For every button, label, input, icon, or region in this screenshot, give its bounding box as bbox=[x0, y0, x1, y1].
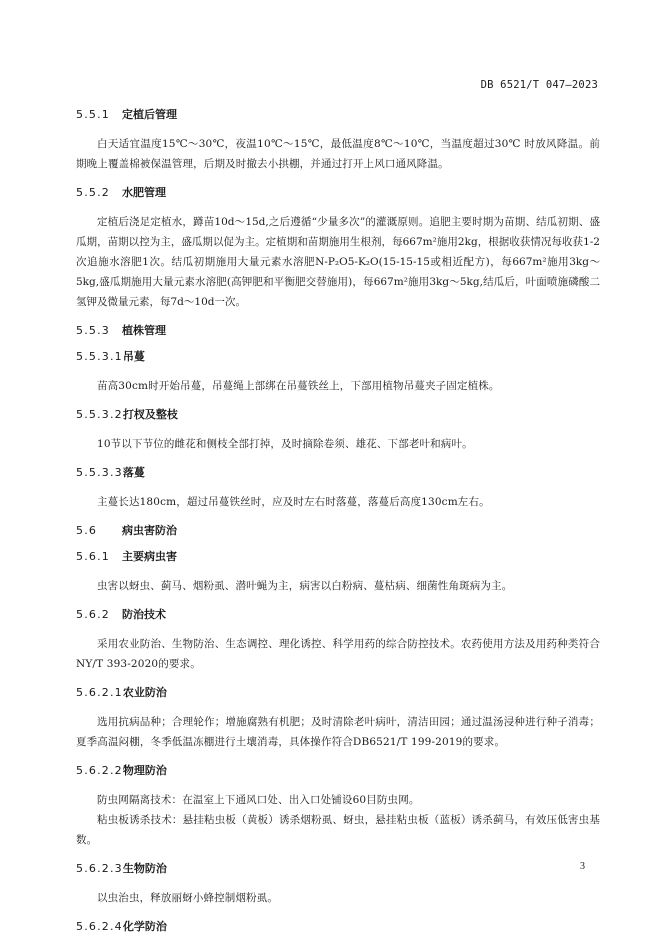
section-heading bbox=[76, 350, 600, 364]
section-title: 主要病虫害 bbox=[122, 550, 177, 563]
section-title: 水肥管理 bbox=[122, 186, 166, 199]
section-number: 5.6 bbox=[76, 524, 98, 537]
section-title: 病虫害防治 bbox=[122, 524, 177, 537]
section-title: 打杈及整枝 bbox=[122, 408, 178, 421]
section-title: 防治技术 bbox=[122, 608, 166, 621]
paragraph: 定植后浇足定植水，蹲苗10d～15d,之后遵循“少量多次”的灌溉原则。追肥主要时期为苗期、结瓜初期、盛瓜期，苗期以控为主，盛瓜期以促为主。定植期和苗期施用生根剂，每667m²施用2kg，根据收获情况每收获1-2次追施水溶肥1次。结瓜初期施用大量元素水溶肥N-P₂O5-K₂O(15-15-15或相近配方)，每667m²施用3kg～5kg,盛瓜期施用大量元素水溶肥(高钾肥和平衡肥交替施用)，每667m²施用3kg～5kg,结瓜后，叶面喷施磷酸二氢钾及微量元素，每7d～10d一次。 bbox=[76, 216, 600, 308]
section-5-6-2-3 bbox=[76, 862, 600, 908]
section-5-5-3-1 bbox=[76, 350, 600, 396]
section-5-6-1 bbox=[76, 550, 600, 596]
section-number: 5.5.3.3 bbox=[76, 466, 123, 479]
paragraph: 白天适宜温度15℃～30℃，夜温10℃～15℃，最低温度8℃～10℃，当温度超过30℃ 时放风降温。前期晚上覆盖棉被保温管理，后期及时撤去小拱棚，并通过打开上风口通风降温。 bbox=[76, 138, 600, 170]
section-title: 农业防治 bbox=[122, 686, 167, 699]
section-heading bbox=[76, 466, 600, 480]
section-title: 植株管理 bbox=[122, 324, 166, 337]
section-number: 5.5.1 bbox=[76, 108, 110, 121]
section-5-5-3-3 bbox=[76, 466, 600, 512]
section-title: 物理防治 bbox=[122, 764, 167, 777]
section-number: 5.6.1 bbox=[76, 550, 110, 563]
section-number: 5.5.3.2 bbox=[76, 408, 123, 421]
paragraph: 主蔓长达180cm，超过吊蔓铁丝时，应及时左右时落蔓，落蔓后高度130cm左右。 bbox=[97, 496, 490, 508]
section-5-6 bbox=[76, 524, 600, 538]
section-number: 5.6.2.3 bbox=[76, 862, 123, 875]
section-heading bbox=[76, 920, 600, 934]
section-heading bbox=[76, 108, 600, 122]
section-5-5-2 bbox=[76, 186, 600, 312]
section-number: 5.6.2.4 bbox=[76, 920, 123, 933]
paragraph: 防虫网隔离技术：在温室上下通风口处、出入口处铺设60目防虫网。 bbox=[97, 794, 420, 806]
paragraph: 10节以下节位的雌花和侧枝全部打掉，及时摘除卷须、雄花、下部老叶和病叶。 bbox=[97, 438, 473, 450]
document-code: DB 6521/T 047—2023 bbox=[480, 79, 598, 91]
section-number: 5.5.2 bbox=[76, 186, 110, 199]
section-number: 5.6.2.2 bbox=[76, 764, 123, 777]
section-heading bbox=[76, 686, 600, 700]
section-heading bbox=[76, 550, 600, 564]
section-title: 化学防治 bbox=[122, 920, 167, 933]
section-5-5-1 bbox=[76, 108, 600, 174]
paragraph: 虫害以蚜虫、蓟马、烟粉虱、潜叶蝇为主，病害以白粉病、蔓枯病、细菌性角斑病为主。 bbox=[97, 580, 513, 592]
section-5-6-2 bbox=[76, 608, 600, 674]
section-5-6-2-1 bbox=[76, 686, 600, 752]
section-title: 定植后管理 bbox=[122, 108, 177, 121]
paragraph: 选用抗病品种；合理轮作；增施腐熟有机肥；及时清除老叶病叶，清洁田园；通过温汤浸种进行种子消毒；夏季高温闷棚，冬季低温冻棚进行土壤消毒，具体操作符合DB6521/T 199-2019的要求。 bbox=[76, 716, 600, 748]
section-heading bbox=[76, 764, 600, 778]
section-number: 5.6.2 bbox=[76, 608, 110, 621]
document-body bbox=[76, 108, 600, 934]
section-number: 5.6.2.1 bbox=[76, 686, 123, 699]
paragraph: 苗高30cm时开始吊蔓，吊蔓绳上部绑在吊蔓铁丝上，下部用植物吊蔓夹子固定植株。 bbox=[97, 380, 500, 392]
section-title: 落蔓 bbox=[122, 466, 145, 479]
paragraph: 以虫治虫，释放丽蚜小蜂控制烟粉虱。 bbox=[97, 892, 279, 904]
section-5-6-2-4 bbox=[76, 920, 600, 934]
section-heading bbox=[76, 186, 600, 200]
paragraph: 采用农业防治、生物防治、生态调控、理化诱控、科学用药的综合防控技术。农药使用方法及用药种类符合NY/T 393-2020的要求。 bbox=[76, 638, 600, 670]
section-heading bbox=[76, 324, 600, 338]
section-heading bbox=[76, 408, 600, 422]
section-heading bbox=[76, 862, 600, 876]
section-number: 5.5.3.1 bbox=[76, 350, 123, 363]
section-heading bbox=[76, 524, 600, 538]
section-5-5-3 bbox=[76, 324, 600, 338]
section-title: 生物防治 bbox=[122, 862, 167, 875]
section-title: 吊蔓 bbox=[122, 350, 145, 363]
paragraph: 粘虫板诱杀技术：悬挂粘虫板（黄板）诱杀烟粉虱、蚜虫，悬挂粘虫板（蓝板）诱杀蓟马，有效压低害虫基数。 bbox=[76, 814, 600, 846]
section-heading bbox=[76, 608, 600, 622]
section-5-6-2-2 bbox=[76, 764, 600, 850]
section-number: 5.5.3 bbox=[76, 324, 110, 337]
page-number: 3 bbox=[580, 861, 585, 872]
section-5-5-3-2 bbox=[76, 408, 600, 454]
